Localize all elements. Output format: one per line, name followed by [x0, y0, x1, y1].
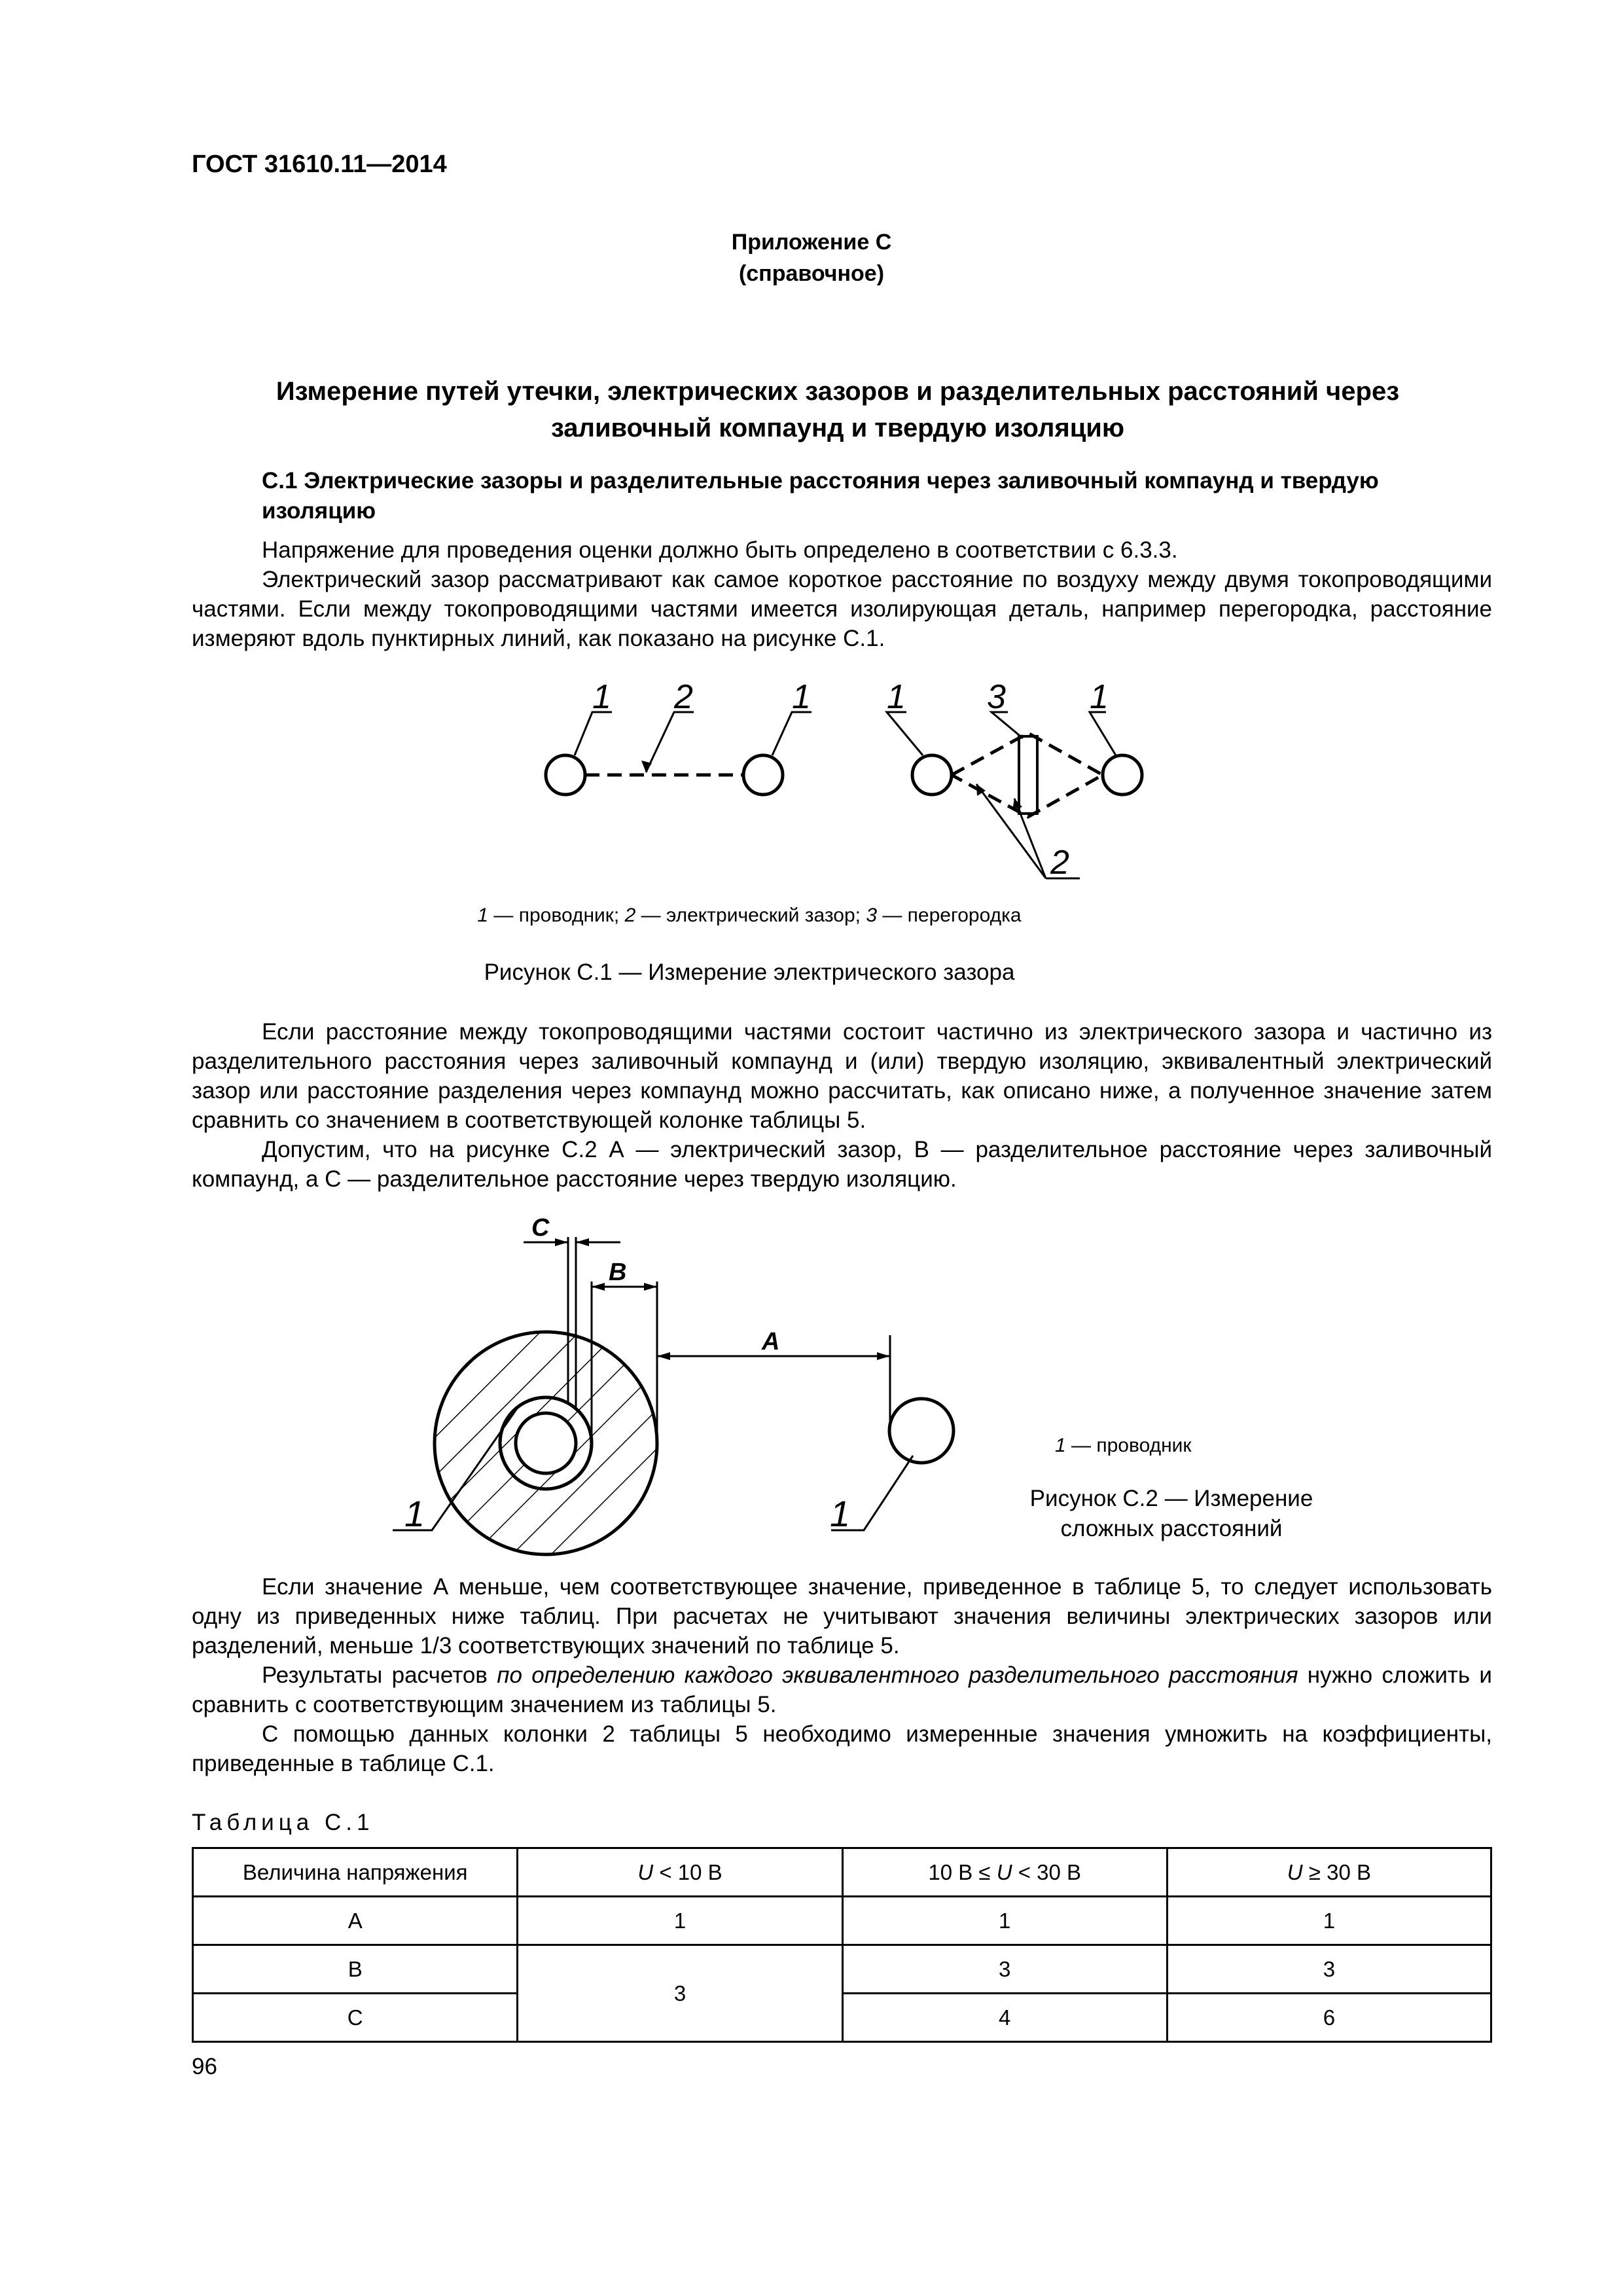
table-c1: [192, 1847, 1492, 2043]
conductor-circle: [743, 755, 783, 795]
label-1: 1: [792, 678, 811, 716]
main-title-line1: Измерение путей утечки, электрических зазоров и разделительных расстояний через: [276, 377, 1400, 406]
paragraph: Электрический зазор рассматривают как самое короткое расстояние по воздуху между двумя токопроводящими частями. Если между токопроводящими частями имеется изолирующая деталь, например перегородка, расстояние измеряют вдоль пунктирных линий, как показано на рисунке С.1.: [192, 567, 1492, 651]
figure-c2-caption-line2: сложных расстояний: [1060, 1516, 1283, 1541]
figure-c2-caption-line1: Рисунок С.2 — Измерение: [1029, 1486, 1313, 1511]
label-1: 1: [887, 678, 906, 716]
table-cell: А: [193, 1897, 518, 1945]
conductor-circle: [1103, 755, 1142, 795]
leader-line: [772, 712, 812, 755]
leader-line: [976, 784, 1046, 878]
leader-line: [991, 712, 1023, 738]
arrowhead: [657, 1352, 670, 1360]
label-3: 3: [987, 678, 1006, 716]
table-cell: 1: [518, 1897, 842, 1945]
label-2: 2: [1050, 844, 1069, 882]
header-cell: U ≥ 30 В: [1167, 1848, 1491, 1897]
section-heading: С.1 Электрические зазоры и разделительные расстояния через заливочный компаунд и твердую изоляцию: [262, 468, 1379, 524]
label-1: 1: [592, 678, 611, 716]
arrowhead: [644, 1283, 657, 1291]
middle-body: [192, 1017, 1492, 1194]
table-cell: 6: [1167, 1994, 1491, 2042]
conductor-circle: [912, 755, 952, 795]
paragraph: Результаты расчетов по определению каждого эквивалентного разделительного расстояния нужно сложить и сравнить с соответствующим значением из таблицы 5.: [192, 1662, 1492, 1717]
paragraph: Допустим, что на рисунке С.2 А — электрический зазор, В — разделительное расстояние через заливочный компаунд, а С — разделительное расстояние через твердую изоляцию.: [192, 1137, 1492, 1192]
clearance-dashed-path: [952, 733, 1103, 817]
leader-line: [1014, 798, 1046, 878]
table-cell: 4: [842, 1994, 1167, 2042]
leader-line: [646, 712, 694, 772]
header-cell: Величина напряжения: [193, 1848, 518, 1897]
table-cell: В: [193, 1945, 518, 1994]
table-cell: 1: [1167, 1897, 1491, 1945]
table-row: [193, 1945, 1491, 1994]
table-header-row: [193, 1848, 1491, 1897]
paragraph: Если расстояние между токопроводящими частями состоит частично из электрического зазора и частично из разделительного расстояния через заливочный компаунд и (или) твердую изоляцию, эквивалентный электрический зазор или расстояние разделения через компаунд можно рассчитать, как описано ниже, а полученное значение затем сравнить со значением в соответствующей колонке таблицы 5.: [192, 1019, 1492, 1133]
figure-c1-legend: 1 — проводник; 2 — электрический зазор; 3 — перегородка: [477, 905, 1022, 926]
label-b: B: [609, 1259, 627, 1286]
label-a: A: [762, 1328, 780, 1355]
paragraph: С помощью данных колонки 2 таблицы 5 необходимо измеренные значения умножить на коэффициенты, приведенные в таблице С.1.: [192, 1721, 1492, 1776]
arrowhead: [576, 1238, 589, 1246]
table-row: [193, 1897, 1491, 1945]
page-number: 96: [192, 2054, 217, 2079]
document-code: ГОСТ 31610.11—2014: [192, 151, 447, 178]
header-cell: U < 10 В: [518, 1848, 842, 1897]
label-c: C: [531, 1214, 550, 1242]
leader-line: [575, 712, 612, 755]
remote-conductor: [889, 1399, 954, 1463]
table-label: Таблица С.1: [192, 1810, 374, 1835]
label-1: 1: [1090, 678, 1109, 716]
table-cell: С: [193, 1994, 518, 2042]
figure-c1-diagram: [0, 674, 1623, 910]
leader-line: [887, 712, 923, 755]
arrowhead: [555, 1238, 568, 1246]
table-cell: 1: [842, 1897, 1167, 1945]
label-2: 2: [674, 678, 693, 716]
label-1: 1: [404, 1493, 425, 1534]
conductor-circle: [546, 755, 585, 795]
partition-barrier: [1019, 736, 1037, 814]
paragraph: Напряжение для проведения оценки должно быть определено в соответствии с 6.3.3.: [262, 537, 1178, 563]
lower-body: [192, 1572, 1492, 1778]
annex-kind: (справочное): [738, 261, 885, 286]
inner-conductor: [516, 1413, 576, 1473]
section-body: [192, 535, 1492, 653]
table-cell-merged: 3: [518, 1945, 842, 2042]
figure-c2-legend: 1 — проводник: [1055, 1435, 1192, 1456]
paragraph: Если значение А меньше, чем соответствующее значение, приведенное в таблице 5, то следует использовать одну из приведенных ниже таблиц. При расчетах не учитывают значения величины электрических зазоров или разделений, меньше 1/3 соответствующих значений по таблице 5.: [192, 1574, 1492, 1659]
main-title-line2: заливочный компаунд и твердую изоляцию: [550, 414, 1125, 442]
table-cell: 3: [842, 1945, 1167, 1994]
leader-line: [1090, 712, 1116, 755]
arrowhead: [592, 1283, 605, 1291]
annex-title: Приложение С: [731, 230, 892, 255]
table-row: [193, 1994, 1491, 2042]
arrowhead: [877, 1352, 890, 1360]
arrowhead: [1012, 798, 1022, 810]
figure-c1-caption: Рисунок С.1 — Измерение электрического зазора: [484, 960, 1015, 985]
table-cell: 3: [1167, 1945, 1491, 1994]
label-1: 1: [830, 1493, 851, 1534]
header-cell: 10 В ≤ U < 30 В: [842, 1848, 1167, 1897]
